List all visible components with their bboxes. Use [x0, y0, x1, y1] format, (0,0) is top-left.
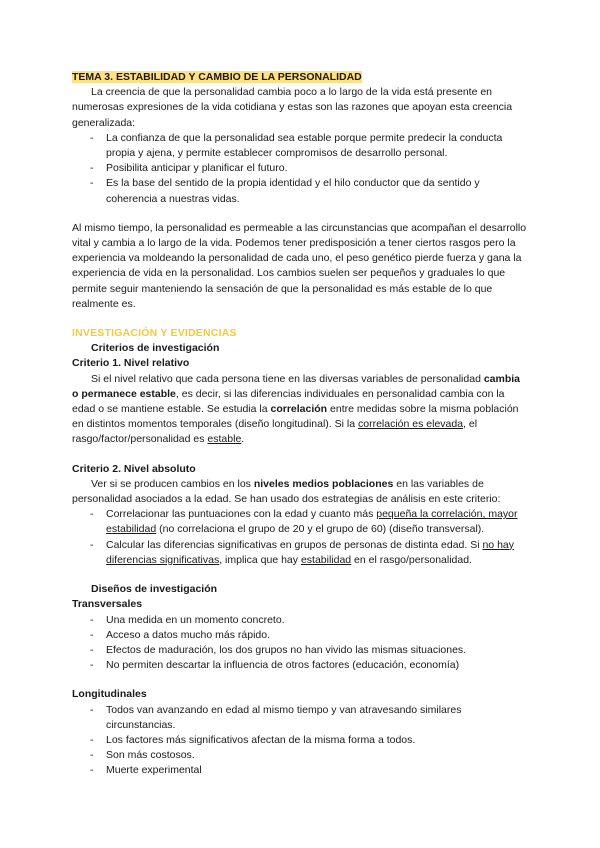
criterion1-paragraph: Si el nivel relativo que cada persona tiene en las diversas variables de personalidad cambia o permanece estable, es decir, si las diferencias individuales en personalidad cambia con la edad o se mantiene estable. Se estudia la correlación entre medidas sobre la misma población en distintos momentos temporales (diseño longitudinal). Si la correlación es elevada, el rasgo/factor/personalidad es estable. [72, 372, 521, 446]
document-title: TEMA 3. ESTABILIDAD Y CAMBIO DE LA PERSONALIDAD [72, 71, 362, 83]
intro-paragraph: La creencia de que la personalidad cambia poco a lo largo de la vida está presente en numerosas expresiones de la vida cotidiana y estas son las razones que apoyan esta creencia generalizada: [72, 86, 513, 129]
list-item: - No permiten descartar la influencia de otros factores (educación, economía) [72, 658, 528, 673]
transversales-heading: Transversales [72, 598, 143, 611]
list-item: - Efectos de maduración, los dos grupos no han vivido las mismas situaciones. [72, 643, 528, 658]
list-item: - Los factores más significativos afectan de la misma forma a todos. [72, 733, 528, 748]
reasons-list [72, 131, 528, 207]
list-item: - Posibilita anticipar y planificar el futuro. [72, 161, 528, 176]
criterion2-list [72, 507, 528, 568]
criterion2-paragraph: Ver si se producen cambios en los niveles medios poblaciones en las variables de personalidad asociados a la edad. Se han usado dos estrategias de análisis en este criterio: [72, 477, 501, 506]
longitudinales-heading: Longitudinales [72, 688, 147, 701]
transversales-list [72, 613, 528, 674]
permeability-paragraph: Al mismo tiempo, la personalidad es permeable a las circunstancias que acompañan el desarrollo vital y cambia a lo largo de la vida. Podemos tener predisposición a tener ciertos rasgos pero la experiencia va moldeando la personalidad de cada uno, el peso genético pierde fuerza y gana la experiencia de vida en la personalidad. Los cambios suelen ser pequeños y graduales lo que permite seguir manteniendo la sensación de que la personalidad es más estable de lo que realmente es. [72, 221, 527, 310]
longitudinales-list [72, 703, 528, 779]
list-item: - Acceso a datos mucho más rápido. [72, 628, 528, 643]
criterion2-heading: Criterio 2. Nivel absoluto [72, 462, 196, 475]
criteria-heading: Criterios de investigación [91, 342, 220, 355]
list-item: - Una medida en un momento concreto. [72, 613, 528, 628]
list-item: - Son más costosos. [72, 748, 528, 763]
list-item: - Muerte experimental [72, 763, 528, 778]
list-item: - Es la base del sentido de la propia identidad y el hilo conductor que da sentido y coherencia a nuestras vidas. [72, 176, 528, 206]
list-item: - Correlacionar las puntuaciones con la edad y cuanto más pequeña la correlación, mayor estabilidad (no correlaciona el grupo de 20 y el grupo de 60) (diseño transversal). [72, 507, 528, 537]
list-item: - Calcular las diferencias significativas en grupos de personas de distinta edad. Si no hay diferencias significativas, implica que hay estabilidad en el rasgo/personalidad. [72, 538, 528, 568]
section-title: INVESTIGACIÓN Y EVIDENCIAS [72, 327, 237, 340]
list-item: - Todos van avanzando en edad al mismo tiempo y van atravesando similares circunstancias. [72, 703, 528, 733]
document-body [72, 70, 528, 779]
designs-heading: Diseños de investigación [91, 583, 218, 596]
criterion1-heading: Criterio 1. Nivel relativo [72, 357, 190, 370]
list-item: - La confianza de que la personalidad sea estable porque permite predecir la conducta propia y ajena, y permite establecer compromisos de desarrollo personal. [72, 131, 528, 161]
